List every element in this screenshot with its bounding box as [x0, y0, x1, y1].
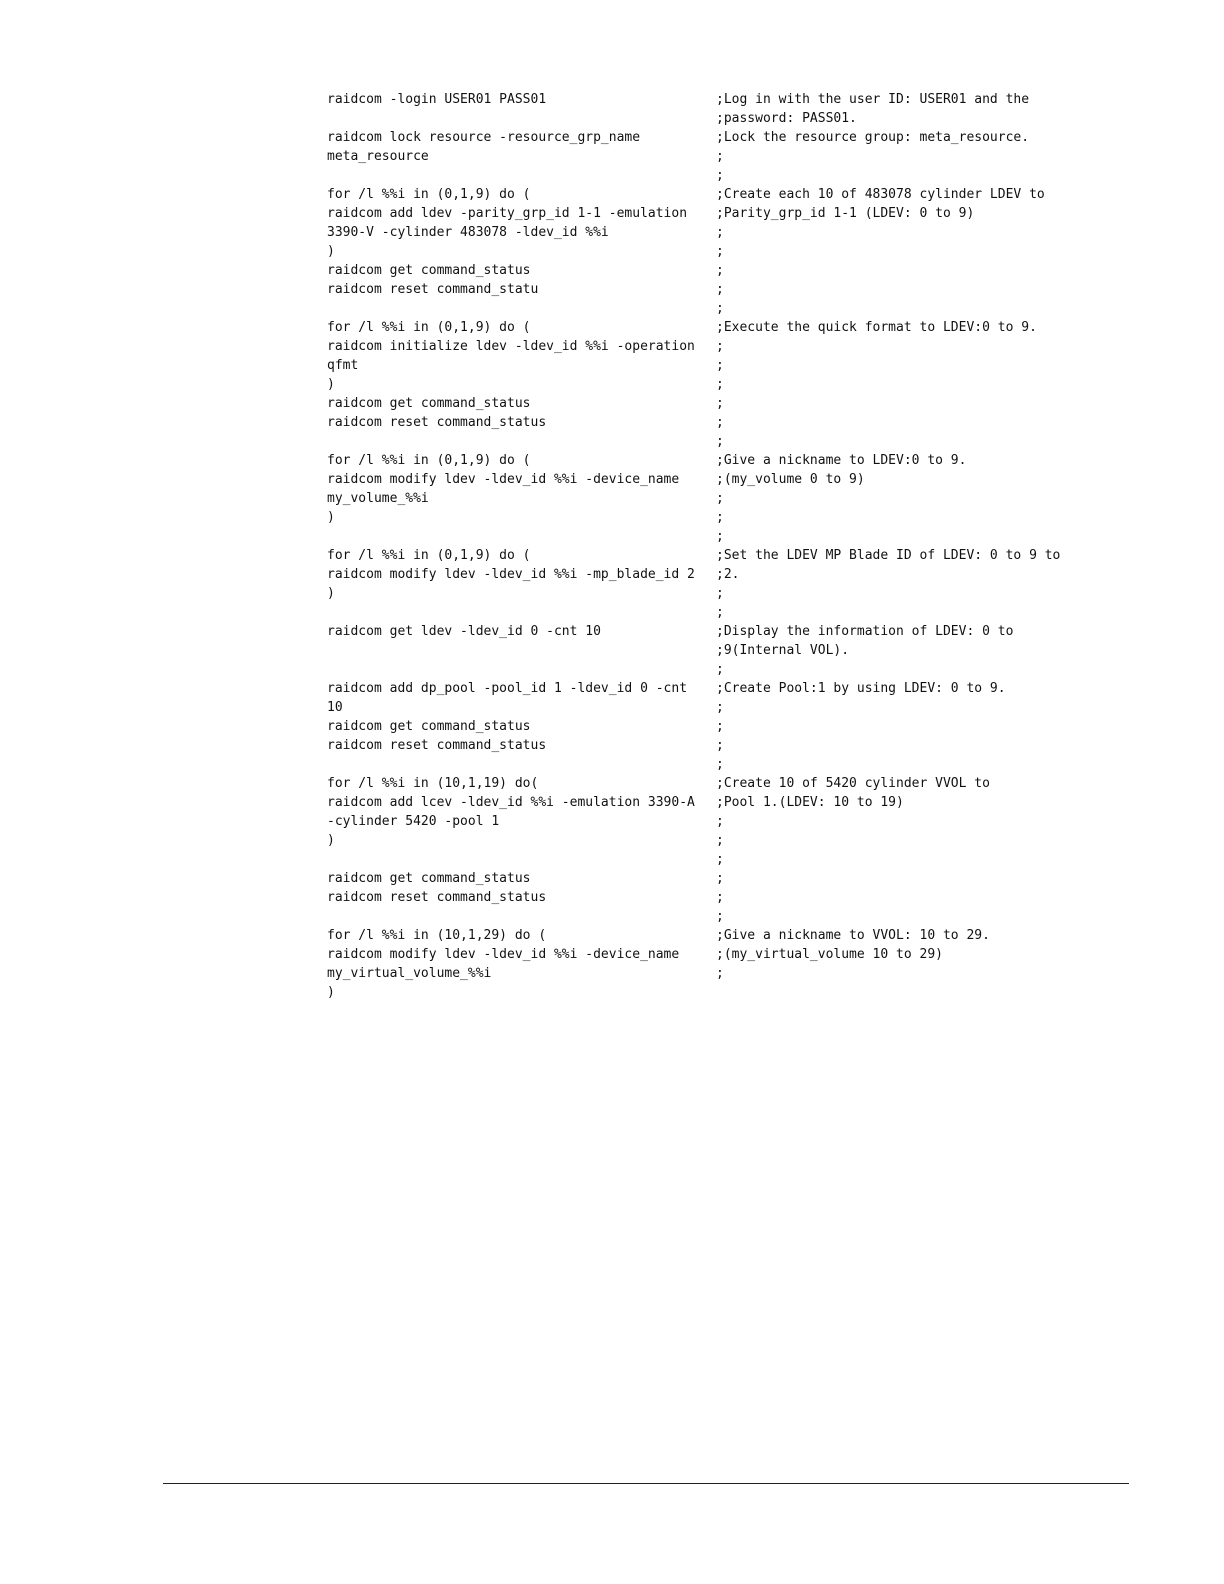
comment-text: ;	[716, 738, 724, 753]
comment-text: ;2.	[716, 567, 740, 582]
listing-row	[327, 603, 1087, 622]
command-text: raidcom initialize ldev -ldev_id %%i -operation	[327, 339, 695, 354]
comment-text: ;	[716, 168, 724, 183]
command-text: )	[327, 510, 335, 525]
listing-row	[327, 755, 1087, 774]
listing-row	[327, 565, 1087, 584]
command-text: for /l %%i in (0,1,9) do (	[327, 453, 531, 468]
command-text: raidcom get command_status	[327, 719, 531, 734]
listing-row	[327, 394, 1087, 413]
comment-text: ;	[716, 244, 724, 259]
command-text: raidcom reset command_status	[327, 738, 547, 753]
command-text	[327, 660, 716, 679]
comment-text: ;	[716, 586, 724, 601]
listing-row	[327, 508, 1087, 527]
command-text: my_volume_%%i	[327, 491, 429, 506]
listing-row	[327, 242, 1087, 261]
command-text: )	[327, 377, 335, 392]
comment-text: ;Create each 10 of 483078 cylinder LDEV to	[716, 187, 1045, 202]
command-text	[327, 432, 716, 451]
listing-row	[327, 204, 1087, 223]
comment-text: ;	[716, 149, 724, 164]
comment-text: ;Log in with the user ID: USER01 and the	[716, 92, 1030, 107]
comment-text: ;Give a nickname to LDEV:0 to 9.	[716, 453, 967, 468]
listing-row	[327, 964, 1087, 983]
command-text: -cylinder 5420 -pool 1	[327, 814, 500, 829]
command-text: qfmt	[327, 358, 359, 373]
listing-row	[327, 774, 1087, 793]
listing-row	[327, 375, 1087, 394]
comment-text: ;Set the LDEV MP Blade ID of LDEV: 0 to 9 to	[716, 548, 1061, 563]
listing-row	[327, 109, 1087, 128]
command-text	[327, 166, 716, 185]
command-text: raidcom get command_status	[327, 263, 531, 278]
listing-row	[327, 622, 1087, 641]
command-text: raidcom get command_status	[327, 871, 531, 886]
command-text	[327, 850, 716, 869]
listing-row	[327, 945, 1087, 964]
listing-row	[327, 432, 1087, 451]
listing-row	[327, 185, 1087, 204]
command-listing	[327, 90, 1087, 1002]
listing-row	[327, 869, 1087, 888]
comment-text: ;	[716, 700, 724, 715]
listing-row	[327, 90, 1087, 109]
comment-text: ;	[716, 833, 724, 848]
listing-row	[327, 736, 1087, 755]
listing-row	[327, 451, 1087, 470]
comment-text: ;	[716, 301, 724, 316]
listing-row	[327, 147, 1087, 166]
command-text: raidcom get command_status	[327, 396, 531, 411]
listing-row	[327, 717, 1087, 736]
command-text: raidcom add dp_pool -pool_id 1 -ldev_id 0 -cnt	[327, 681, 688, 696]
comment-text: ;	[716, 377, 724, 392]
command-text: for /l %%i in (0,1,9) do (	[327, 320, 531, 335]
comment-text: ;Lock the resource group: meta_resource.	[716, 130, 1030, 145]
comment-text: ;	[716, 890, 724, 905]
command-text: for /l %%i in (10,1,29) do (	[327, 928, 547, 943]
command-text	[327, 527, 716, 546]
listing-row	[327, 546, 1087, 565]
comment-text: ;(my_virtual_volume 10 to 29)	[716, 947, 943, 962]
comment-text: ;	[716, 529, 724, 544]
command-text: )	[327, 985, 335, 1000]
command-text: meta_resource	[327, 149, 429, 164]
comment-text: ;	[716, 434, 724, 449]
comment-text: ;	[716, 757, 724, 772]
comment-text: ;Pool 1.(LDEV: 10 to 19)	[716, 795, 904, 810]
listing-row	[327, 413, 1087, 432]
command-text: raidcom add ldev -parity_grp_id 1-1 -emulation	[327, 206, 688, 221]
comment-text	[716, 983, 1087, 1002]
command-text: raidcom add lcev -ldev_id %%i -emulation 3390-A	[327, 795, 695, 810]
listing-row	[327, 489, 1087, 508]
listing-row	[327, 926, 1087, 945]
comment-text: ;	[716, 510, 724, 525]
listing-row	[327, 356, 1087, 375]
comment-text: ;Give a nickname to VVOL: 10 to 29.	[716, 928, 990, 943]
command-text	[327, 641, 716, 660]
command-text: )	[327, 833, 335, 848]
command-text	[327, 755, 716, 774]
comment-text: ;Create Pool:1 by using LDEV: 0 to 9.	[716, 681, 1006, 696]
comment-text: ;	[716, 719, 724, 734]
listing-row	[327, 280, 1087, 299]
command-text: raidcom modify ldev -ldev_id %%i -device_name	[327, 472, 680, 487]
comment-text: ;Create 10 of 5420 cylinder VVOL to	[716, 776, 990, 791]
listing-row	[327, 223, 1087, 242]
comment-text: ;	[716, 909, 724, 924]
comment-text: ;Parity_grp_id 1-1 (LDEV: 0 to 9)	[716, 206, 975, 221]
listing-row	[327, 641, 1087, 660]
listing-row	[327, 698, 1087, 717]
listing-row	[327, 470, 1087, 489]
command-text	[327, 907, 716, 926]
listing-row	[327, 812, 1087, 831]
comment-text: ;password: PASS01.	[716, 111, 857, 126]
listing-row	[327, 679, 1087, 698]
comment-text: ;	[716, 662, 724, 677]
listing-row	[327, 128, 1087, 147]
command-text: raidcom -login USER01 PASS01	[327, 92, 547, 107]
command-text: raidcom reset command_status	[327, 415, 547, 430]
listing-row	[327, 261, 1087, 280]
command-text: my_virtual_volume_%%i	[327, 966, 492, 981]
comment-text: ;	[716, 339, 724, 354]
comment-text: ;	[716, 282, 724, 297]
comment-text: ;	[716, 415, 724, 430]
comment-text: ;	[716, 966, 724, 981]
command-text	[327, 603, 716, 622]
command-text: 10	[327, 700, 343, 715]
comment-text: ;	[716, 491, 724, 506]
listing-row	[327, 337, 1087, 356]
comment-text: ;	[716, 225, 724, 240]
listing-row	[327, 318, 1087, 337]
listing-row	[327, 888, 1087, 907]
listing-row	[327, 831, 1087, 850]
command-text: 3390-V -cylinder 483078 -ldev_id %%i	[327, 225, 609, 240]
listing-row	[327, 793, 1087, 812]
comment-text: ;9(Internal VOL).	[716, 643, 850, 658]
comment-text: ;Execute the quick format to LDEV:0 to 9.	[716, 320, 1037, 335]
command-text: )	[327, 586, 335, 601]
command-text: raidcom lock resource -resource_grp_name	[327, 130, 641, 145]
listing-row	[327, 660, 1087, 679]
comment-text: ;	[716, 605, 724, 620]
command-text: for /l %%i in (10,1,19) do(	[327, 776, 539, 791]
command-text: raidcom reset command_statu	[327, 282, 539, 297]
comment-text: ;(my_volume 0 to 9)	[716, 472, 865, 487]
listing-row	[327, 983, 1087, 1002]
command-text	[327, 299, 716, 318]
footer-rule	[163, 1483, 1129, 1484]
comment-text: ;Display the information of LDEV: 0 to	[716, 624, 1014, 639]
comment-text: ;	[716, 263, 724, 278]
command-text	[327, 109, 716, 128]
listing-row	[327, 527, 1087, 546]
listing-row	[327, 907, 1087, 926]
command-text: raidcom get ldev -ldev_id 0 -cnt 10	[327, 624, 601, 639]
comment-text: ;	[716, 358, 724, 373]
command-text: raidcom modify ldev -ldev_id %%i -device_name	[327, 947, 680, 962]
comment-text: ;	[716, 814, 724, 829]
listing-row	[327, 850, 1087, 869]
command-text: )	[327, 244, 335, 259]
command-text: raidcom modify ldev -ldev_id %%i -mp_blade_id 2	[327, 567, 695, 582]
comment-text: ;	[716, 871, 724, 886]
command-text: for /l %%i in (0,1,9) do (	[327, 187, 531, 202]
listing-row	[327, 299, 1087, 318]
listing-row	[327, 166, 1087, 185]
listing-row	[327, 584, 1087, 603]
comment-text: ;	[716, 396, 724, 411]
command-text: for /l %%i in (0,1,9) do (	[327, 548, 531, 563]
command-text: raidcom reset command_status	[327, 890, 547, 905]
comment-text: ;	[716, 852, 724, 867]
